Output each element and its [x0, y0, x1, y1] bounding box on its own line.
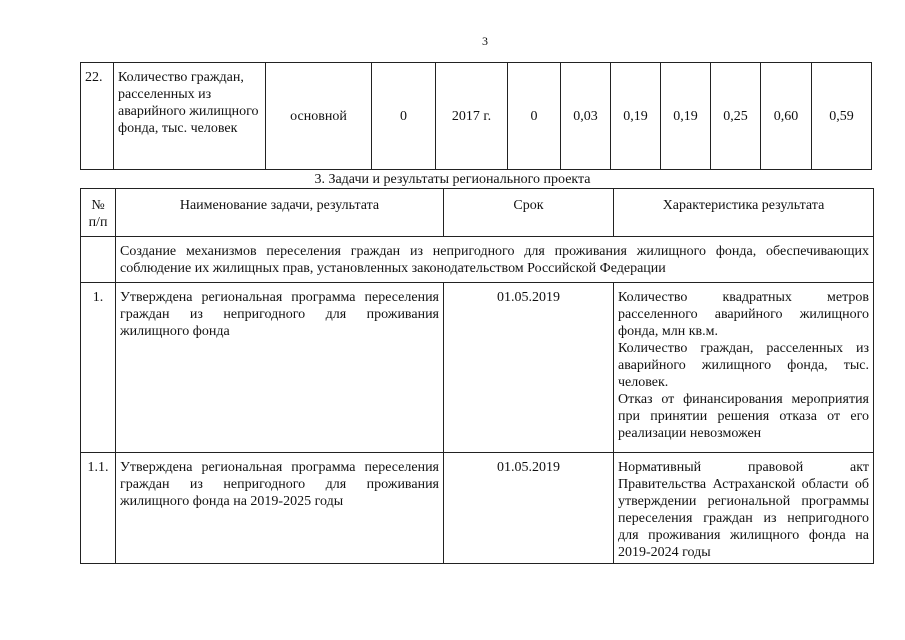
tasks-table	[80, 188, 874, 564]
characteristic-line: Отказ от финансирования мероприятия при принятии решения отказа от его реализации невозможен	[618, 392, 869, 441]
header-deadline: Срок	[444, 189, 614, 237]
section-title: 3. Задачи и результаты регионального проекта	[314, 172, 591, 187]
page-number: 3	[482, 34, 488, 48]
table-row	[81, 283, 874, 453]
table-row	[81, 453, 874, 564]
header-name: Наименование задачи, результата	[116, 189, 444, 237]
result-characteristic: Нормативный правовой акт Правительства Астраханской области об утверждении региональной программы переселения граждан из непригодного для проживания жилищного фонда на 2019-2024 годы	[614, 453, 874, 564]
indicator-number: 22.	[81, 63, 114, 170]
header-characteristic: Характеристика результата	[614, 189, 874, 237]
indicator-base-value: 0	[372, 63, 436, 170]
row-number: 1.	[81, 283, 116, 453]
result-name: Утверждена региональная программа переселения граждан из непригодного для проживания жилищного фонда на 2019-2025 годы	[116, 453, 444, 564]
result-deadline: 01.05.2019	[444, 283, 614, 453]
characteristic-line: Количество граждан, расселенных из аварийного жилищного фонда, тыс. человек.	[618, 341, 869, 390]
characteristic-line: Количество квадратных метров расселенного аварийного жилищного фонда, млн кв.м.	[618, 290, 869, 339]
task-heading: Создание механизмов переселения граждан из непригодного для проживания жилищного фонда, обеспечивающих соблюдение их жилищных прав, установленных законодательством Российской Федерации	[116, 237, 874, 283]
indicator-value: 0,19	[661, 63, 711, 170]
indicator-value: 0,59	[812, 63, 872, 170]
indicator-base-year: 2017 г.	[436, 63, 508, 170]
result-deadline: 01.05.2019	[444, 453, 614, 564]
result-characteristic	[614, 283, 874, 453]
indicator-value: 0,60	[761, 63, 812, 170]
indicator-table	[80, 62, 872, 170]
row-number: 1.1.	[81, 453, 116, 564]
indicator-value: 0,25	[711, 63, 761, 170]
indicator-value: 0,19	[611, 63, 661, 170]
empty-cell	[81, 237, 116, 283]
header-num: № п/п	[81, 189, 116, 237]
indicator-type: основной	[266, 63, 372, 170]
result-name: Утверждена региональная программа переселения граждан из непригодного для проживания жилищного фонда	[116, 283, 444, 453]
indicator-label: Количество граждан, расселенных из аварийного жилищного фонда, тыс. человек	[114, 63, 266, 170]
task-heading-row	[81, 237, 874, 283]
table-header-row	[81, 189, 874, 237]
indicator-value: 0	[508, 63, 561, 170]
table-row	[81, 63, 872, 170]
indicator-value: 0,03	[561, 63, 611, 170]
